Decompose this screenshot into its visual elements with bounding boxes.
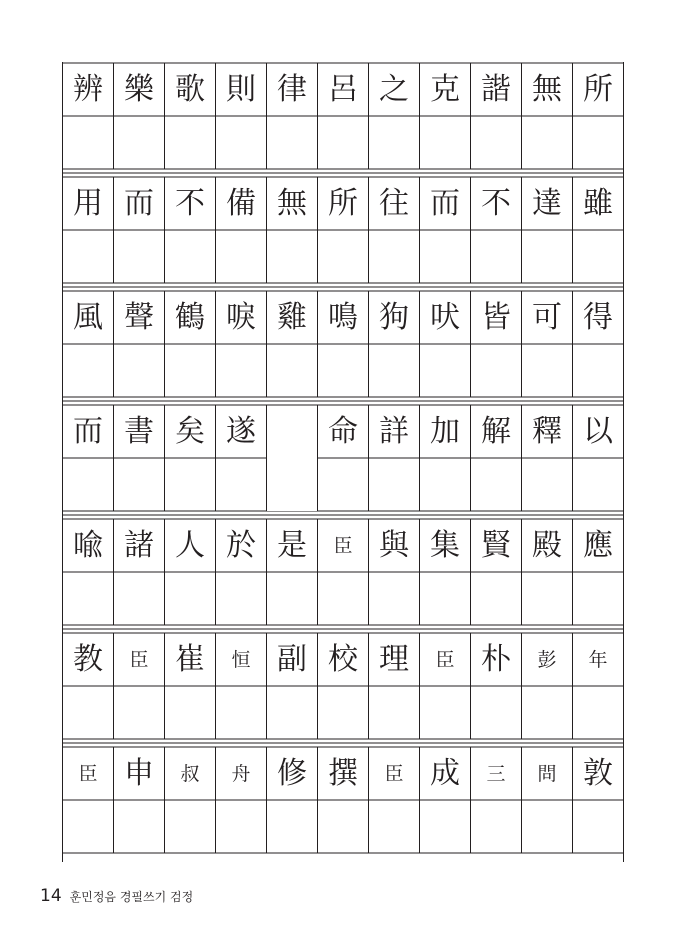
practice-box[interactable] [114,573,164,625]
practice-box[interactable] [63,459,113,511]
practice-box[interactable] [573,801,623,853]
practice-box[interactable] [114,231,164,283]
practice-box[interactable] [216,573,266,625]
model-character: 諸 [124,528,154,563]
practice-box[interactable] [165,687,215,739]
model-character: 是 [277,528,307,563]
practice-box[interactable] [420,687,470,739]
model-character: 無 [532,72,562,107]
practice-box[interactable] [267,687,317,739]
model-character: 敦 [583,756,613,791]
model-character: 吠 [430,300,460,335]
model-character: 恒 [231,648,251,671]
practice-box[interactable] [165,231,215,283]
model-character: 三 [486,762,506,785]
model-character: 臣 [129,648,149,671]
merged-blank-cell [267,406,317,511]
model-character: 狗 [379,300,409,335]
model-character: 以 [583,414,613,449]
practice-box[interactable] [267,345,317,397]
practice-box[interactable] [216,117,266,169]
practice-box[interactable] [573,459,623,511]
model-character: 雞 [277,300,307,335]
practice-box[interactable] [318,345,368,397]
model-character: 朴 [481,642,511,677]
model-character: 應 [583,528,613,563]
model-character: 樂 [124,72,154,107]
practice-box[interactable] [420,573,470,625]
model-character: 諧 [481,72,511,107]
practice-box[interactable] [471,117,521,169]
practice-box[interactable] [114,117,164,169]
practice-box[interactable] [522,573,572,625]
model-character: 年 [588,648,608,671]
model-character: 賢 [481,528,511,563]
practice-box[interactable] [573,117,623,169]
model-character: 用 [73,186,103,221]
practice-box[interactable] [318,687,368,739]
practice-box[interactable] [63,573,113,625]
model-character: 叔 [180,762,200,785]
practice-box[interactable] [165,345,215,397]
practice-box[interactable] [267,231,317,283]
model-character: 不 [175,186,205,221]
model-character: 喩 [73,528,103,563]
practice-box[interactable] [420,459,470,511]
model-character: 風 [73,300,103,335]
model-character: 鶴 [175,300,205,335]
practice-grid [62,62,623,864]
practice-box[interactable] [369,687,419,739]
practice-box[interactable] [573,573,623,625]
practice-box[interactable] [63,687,113,739]
model-character: 往 [379,186,409,221]
model-character: 則 [226,72,256,107]
practice-box[interactable] [318,573,368,625]
practice-box[interactable] [573,231,623,283]
model-character: 副 [277,642,307,677]
practice-box[interactable] [63,345,113,397]
model-character: 命 [328,414,358,449]
practice-box[interactable] [471,459,521,511]
practice-box[interactable] [369,573,419,625]
model-character: 雖 [583,186,613,221]
practice-box[interactable] [216,801,266,853]
model-character: 與 [379,528,409,563]
practice-box[interactable] [471,345,521,397]
practice-box[interactable] [369,117,419,169]
model-character: 所 [328,186,358,221]
model-character: 而 [124,186,154,221]
model-character: 成 [430,756,460,791]
practice-box[interactable] [63,117,113,169]
model-character: 備 [226,186,256,221]
model-character: 臣 [435,648,455,671]
model-character: 所 [583,72,613,107]
model-character: 可 [532,300,562,335]
practice-box[interactable] [471,801,521,853]
model-character: 歌 [175,72,205,107]
practice-box[interactable] [471,573,521,625]
practice-box[interactable] [114,801,164,853]
practice-box[interactable] [114,459,164,511]
practice-box[interactable] [420,345,470,397]
practice-box[interactable] [267,573,317,625]
model-character: 詳 [379,414,409,449]
model-character: 克 [430,72,460,107]
practice-box[interactable] [420,801,470,853]
practice-box[interactable] [420,231,470,283]
model-character: 解 [481,414,511,449]
practice-box[interactable] [165,459,215,511]
model-character: 校 [328,642,358,677]
practice-box[interactable] [216,459,266,511]
model-character: 而 [73,414,103,449]
practice-box[interactable] [522,117,572,169]
practice-box[interactable] [165,801,215,853]
page-footer [40,886,193,906]
model-character: 遂 [226,414,256,449]
practice-box[interactable] [369,231,419,283]
model-character: 書 [124,414,154,449]
model-character: 臣 [384,762,404,785]
model-character: 釋 [532,414,562,449]
model-character: 無 [277,186,307,221]
model-character: 呂 [328,72,358,107]
model-character: 舟 [231,762,251,785]
model-character: 而 [430,186,460,221]
practice-box[interactable] [216,687,266,739]
model-character: 彭 [537,648,557,671]
practice-box[interactable] [165,573,215,625]
model-character: 得 [583,300,613,335]
model-character: 集 [430,528,460,563]
practice-box[interactable] [318,117,368,169]
practice-box[interactable] [165,117,215,169]
practice-box[interactable] [63,801,113,853]
practice-box[interactable] [114,687,164,739]
model-character: 皆 [481,300,511,335]
model-character: 教 [73,642,103,677]
model-character: 聲 [124,300,154,335]
model-character: 修 [277,756,307,791]
practice-box[interactable] [573,345,623,397]
practice-box[interactable] [369,459,419,511]
page-number: 14 [40,886,62,906]
practice-box[interactable] [318,231,368,283]
practice-box[interactable] [573,687,623,739]
practice-box[interactable] [420,117,470,169]
model-character: 不 [481,186,511,221]
practice-box[interactable] [318,459,368,511]
model-character: 達 [532,186,562,221]
practice-box[interactable] [522,801,572,853]
model-character: 唳 [226,300,256,335]
model-character: 加 [430,414,460,449]
practice-box[interactable] [369,801,419,853]
practice-box[interactable] [522,231,572,283]
model-character: 矣 [175,414,205,449]
model-character: 之 [379,72,409,107]
model-character: 撰 [328,756,358,791]
model-character: 辨 [73,72,103,107]
practice-box[interactable] [216,345,266,397]
practice-box[interactable] [318,801,368,853]
book-title: 훈민정음 경필쓰기 검정 [69,890,194,904]
practice-box[interactable] [522,687,572,739]
practice-box[interactable] [522,345,572,397]
model-character: 臣 [333,534,353,557]
practice-box[interactable] [63,231,113,283]
practice-box[interactable] [114,345,164,397]
model-character: 人 [175,528,205,563]
model-character: 臣 [78,762,98,785]
model-character: 於 [226,528,256,563]
model-character: 崔 [175,642,205,677]
model-character: 問 [537,762,557,785]
model-character: 鳴 [328,300,358,335]
practice-box[interactable] [522,459,572,511]
practice-box[interactable] [369,345,419,397]
practice-box[interactable] [471,231,521,283]
practice-box[interactable] [267,117,317,169]
practice-box[interactable] [267,801,317,853]
model-character: 理 [379,642,409,677]
practice-box[interactable] [216,231,266,283]
practice-box[interactable] [471,687,521,739]
model-character: 律 [277,72,307,107]
model-character: 申 [124,756,154,791]
model-character: 殿 [532,528,562,563]
